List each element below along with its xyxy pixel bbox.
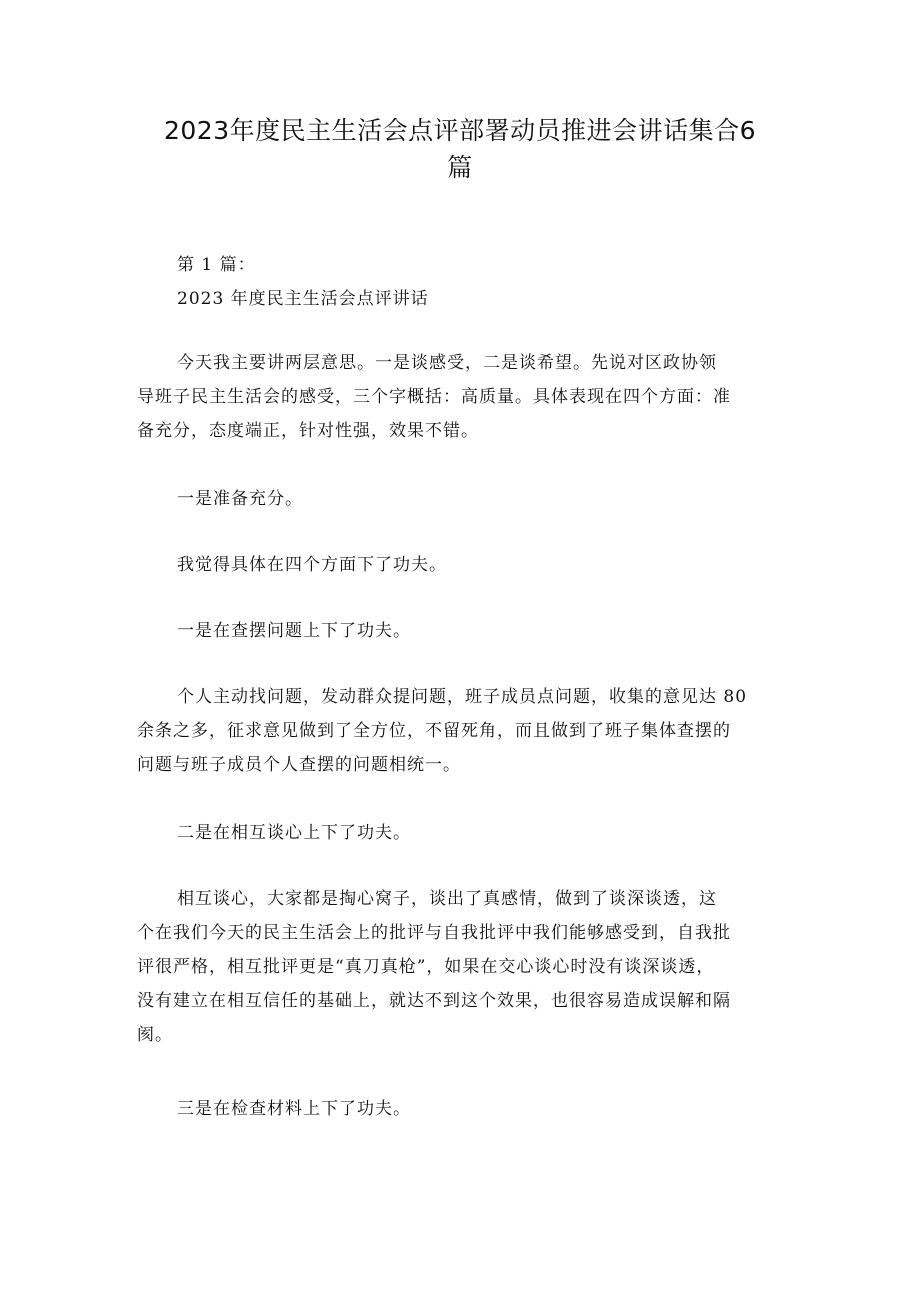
document-title	[150, 112, 770, 186]
paragraph-line: 个人主动找问题，发动群众提问题，班子成员点问题，收集的意见达 80	[177, 687, 748, 707]
paragraph-line: 阂。	[137, 1025, 173, 1045]
heading-problem-finding: 一是在查摆问题上下了功夫。	[177, 621, 411, 641]
paragraph-line: 备充分，态度端正，针对性强，效果不错。	[137, 421, 479, 441]
paragraph-line: 导班子民主生活会的感受，三个字概括：高质量。具体表现在四个方面：准	[137, 387, 731, 407]
paragraph-line: 问题与班子成员个人查摆的问题相统一。	[137, 755, 461, 775]
section-title: 2023 年度民主生活会点评讲话	[177, 289, 429, 309]
title-line-1: 2023年度民主生活会点评部署动员推进会讲话集合6	[163, 116, 757, 145]
paragraph-line: 今天我主要讲两层意思。一是谈感受，二是谈希望。先说对区政协领	[177, 353, 717, 373]
paragraph-line: 评很严格，相互批评更是“真刀真枪”，如果在交心谈心时没有谈深谈透，	[137, 957, 715, 977]
paragraph-line: 相互谈心，大家都是掏心窝子，谈出了真感情，做到了谈深谈透，这	[177, 889, 717, 909]
title-line-2: 篇	[447, 153, 473, 182]
paragraph-four-aspects: 我觉得具体在四个方面下了功夫。	[177, 555, 447, 575]
paragraph-mutual-talk	[137, 882, 792, 1052]
heading-mutual-talk: 二是在相互谈心上下了功夫。	[177, 823, 411, 843]
section-label: 第 1 篇：	[177, 255, 256, 275]
heading-check-materials: 三是在检查材料上下了功夫。	[177, 1099, 411, 1119]
heading-preparation: 一是准备充分。	[177, 489, 303, 509]
paragraph-line: 个在我们今天的民主生活会上的批评与自我批评中我们能够感受到，自我批	[137, 923, 731, 943]
paragraph-problem-finding	[137, 680, 792, 782]
paragraph-line: 没有建立在相互信任的基础上，就达不到这个效果，也很容易造成误解和隔	[137, 991, 731, 1011]
paragraph-intro	[137, 346, 792, 448]
paragraph-line: 余条之多，征求意见做到了全方位，不留死角，而且做到了班子集体查摆的	[137, 721, 731, 741]
